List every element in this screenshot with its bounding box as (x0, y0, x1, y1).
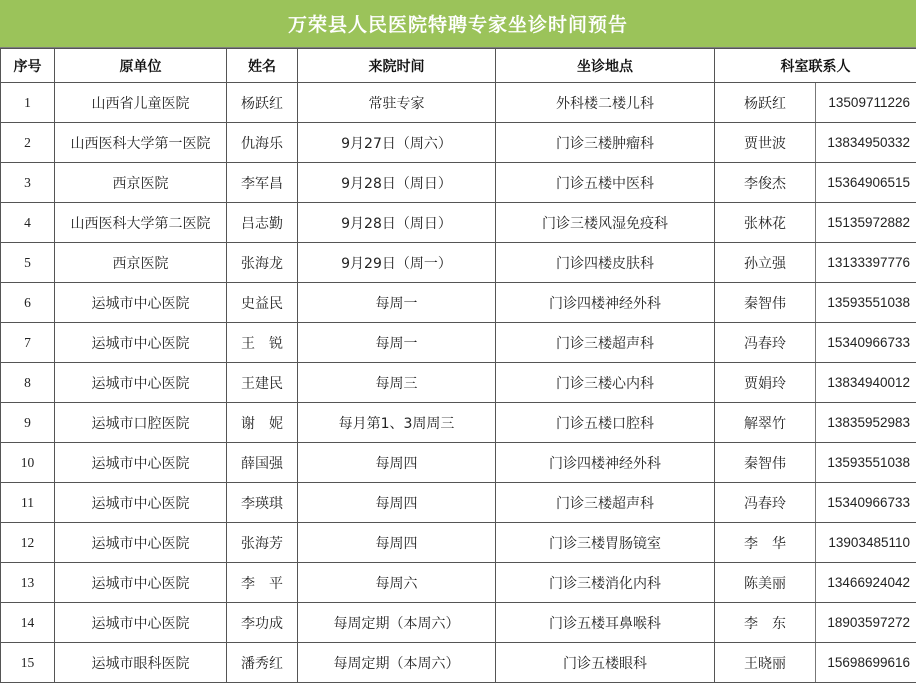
cell-contact-phone: 18903597272 (816, 603, 916, 643)
table-row (1, 323, 916, 363)
cell-seq: 13 (1, 563, 55, 603)
cell-seq: 9 (1, 403, 55, 443)
table-row (1, 563, 916, 603)
cell-seq: 14 (1, 603, 55, 643)
cell-contact-name: 陈美丽 (715, 563, 816, 603)
table-row (1, 83, 916, 123)
expert-schedule-table (0, 48, 916, 683)
header-contact: 科室联系人 (715, 49, 916, 83)
page-title: 万荣县人民医院特聘专家坐诊时间预告 (0, 0, 916, 48)
cell-org: 山西医科大学第二医院 (55, 203, 227, 243)
cell-visit-time: 每周四 (298, 523, 496, 563)
cell-location: 门诊三楼肿瘤科 (496, 123, 715, 163)
cell-contact-phone: 13593551038 (816, 443, 916, 483)
cell-visit-time: 每周一 (298, 283, 496, 323)
header-name: 姓名 (227, 49, 298, 83)
cell-contact-phone: 13903485110 (816, 523, 916, 563)
cell-contact-name: 秦智伟 (715, 443, 816, 483)
cell-contact-phone: 13593551038 (816, 283, 916, 323)
header-seq: 序号 (1, 49, 55, 83)
cell-location: 门诊三楼超声科 (496, 323, 715, 363)
cell-expert-name: 李功成 (227, 603, 298, 643)
cell-visit-time: 9月28日（周日） (298, 163, 496, 203)
header-location: 坐诊地点 (496, 49, 715, 83)
cell-visit-time: 每周定期（本周六） (298, 603, 496, 643)
table-row (1, 123, 916, 163)
cell-expert-name: 李 平 (227, 563, 298, 603)
cell-expert-name: 史益民 (227, 283, 298, 323)
cell-seq: 7 (1, 323, 55, 363)
cell-seq: 10 (1, 443, 55, 483)
cell-location: 门诊四楼神经外科 (496, 443, 715, 483)
cell-seq: 5 (1, 243, 55, 283)
cell-expert-name: 吕志勤 (227, 203, 298, 243)
cell-expert-name: 李瑛琪 (227, 483, 298, 523)
cell-contact-name: 贾娟玲 (715, 363, 816, 403)
cell-seq: 15 (1, 643, 55, 683)
cell-contact-phone: 13835952983 (816, 403, 916, 443)
cell-seq: 8 (1, 363, 55, 403)
cell-contact-name: 杨跃红 (715, 83, 816, 123)
cell-expert-name: 仇海乐 (227, 123, 298, 163)
cell-visit-time: 每周四 (298, 483, 496, 523)
cell-contact-phone: 13133397776 (816, 243, 916, 283)
table-row (1, 403, 916, 443)
cell-org: 运城市中心医院 (55, 323, 227, 363)
table-row (1, 243, 916, 283)
cell-location: 门诊四楼皮肤科 (496, 243, 715, 283)
cell-org: 运城市口腔医院 (55, 403, 227, 443)
cell-expert-name: 李军昌 (227, 163, 298, 203)
table-row (1, 203, 916, 243)
cell-contact-name: 孙立强 (715, 243, 816, 283)
cell-contact-phone: 15364906515 (816, 163, 916, 203)
cell-contact-name: 贾世波 (715, 123, 816, 163)
cell-location: 门诊五楼眼科 (496, 643, 715, 683)
cell-expert-name: 谢 妮 (227, 403, 298, 443)
cell-visit-time: 每周三 (298, 363, 496, 403)
cell-org: 运城市中心医院 (55, 363, 227, 403)
cell-org: 运城市中心医院 (55, 603, 227, 643)
cell-location: 门诊三楼风湿免疫科 (496, 203, 715, 243)
cell-visit-time: 每周六 (298, 563, 496, 603)
cell-location: 门诊四楼神经外科 (496, 283, 715, 323)
cell-org: 运城市中心医院 (55, 283, 227, 323)
cell-contact-phone: 15698699616 (816, 643, 916, 683)
cell-contact-phone: 15340966733 (816, 323, 916, 363)
cell-contact-name: 李 东 (715, 603, 816, 643)
cell-seq: 11 (1, 483, 55, 523)
cell-expert-name: 薛国强 (227, 443, 298, 483)
cell-expert-name: 王建民 (227, 363, 298, 403)
cell-location: 门诊五楼中医科 (496, 163, 715, 203)
cell-location: 门诊三楼消化内科 (496, 563, 715, 603)
cell-contact-name: 冯春玲 (715, 323, 816, 363)
cell-org: 山西医科大学第一医院 (55, 123, 227, 163)
cell-contact-name: 李俊杰 (715, 163, 816, 203)
cell-contact-name: 张林花 (715, 203, 816, 243)
cell-location: 门诊三楼超声科 (496, 483, 715, 523)
cell-seq: 6 (1, 283, 55, 323)
cell-location: 门诊五楼口腔科 (496, 403, 715, 443)
table-row (1, 443, 916, 483)
table-row (1, 483, 916, 523)
cell-expert-name: 潘秀红 (227, 643, 298, 683)
cell-visit-time: 9月27日（周六） (298, 123, 496, 163)
table-row (1, 283, 916, 323)
cell-visit-time: 9月29日（周一） (298, 243, 496, 283)
cell-expert-name: 王 锐 (227, 323, 298, 363)
cell-visit-time: 常驻专家 (298, 83, 496, 123)
table-row (1, 163, 916, 203)
cell-contact-phone: 13509711226 (816, 83, 916, 123)
cell-seq: 1 (1, 83, 55, 123)
table-body (1, 83, 916, 683)
header-row (1, 49, 916, 83)
table-row (1, 363, 916, 403)
header-org: 原单位 (55, 49, 227, 83)
cell-contact-phone: 13466924042 (816, 563, 916, 603)
cell-contact-name: 秦智伟 (715, 283, 816, 323)
cell-seq: 12 (1, 523, 55, 563)
cell-org: 山西省儿童医院 (55, 83, 227, 123)
cell-contact-name: 王晓丽 (715, 643, 816, 683)
cell-org: 运城市中心医院 (55, 563, 227, 603)
cell-org: 运城市中心医院 (55, 523, 227, 563)
cell-location: 门诊五楼耳鼻喉科 (496, 603, 715, 643)
table-row (1, 603, 916, 643)
cell-seq: 2 (1, 123, 55, 163)
cell-location: 门诊三楼胃肠镜室 (496, 523, 715, 563)
cell-org: 运城市中心医院 (55, 443, 227, 483)
cell-visit-time: 每周一 (298, 323, 496, 363)
cell-visit-time: 每周四 (298, 443, 496, 483)
cell-org: 西京医院 (55, 163, 227, 203)
cell-contact-phone: 13834950332 (816, 123, 916, 163)
cell-expert-name: 张海龙 (227, 243, 298, 283)
cell-contact-name: 李 华 (715, 523, 816, 563)
cell-visit-time: 9月28日（周日） (298, 203, 496, 243)
cell-seq: 3 (1, 163, 55, 203)
cell-expert-name: 张海芳 (227, 523, 298, 563)
cell-seq: 4 (1, 203, 55, 243)
cell-expert-name: 杨跃红 (227, 83, 298, 123)
cell-contact-name: 解翠竹 (715, 403, 816, 443)
cell-contact-phone: 15340966733 (816, 483, 916, 523)
table-row (1, 523, 916, 563)
table-row (1, 643, 916, 683)
cell-contact-name: 冯春玲 (715, 483, 816, 523)
cell-location: 外科楼二楼儿科 (496, 83, 715, 123)
header-time: 来院时间 (298, 49, 496, 83)
cell-org: 运城市中心医院 (55, 483, 227, 523)
cell-org: 西京医院 (55, 243, 227, 283)
cell-visit-time: 每周定期（本周六） (298, 643, 496, 683)
cell-location: 门诊三楼心内科 (496, 363, 715, 403)
cell-visit-time: 每月第1、3周周三 (298, 403, 496, 443)
cell-contact-phone: 15135972882 (816, 203, 916, 243)
cell-contact-phone: 13834940012 (816, 363, 916, 403)
cell-org: 运城市眼科医院 (55, 643, 227, 683)
